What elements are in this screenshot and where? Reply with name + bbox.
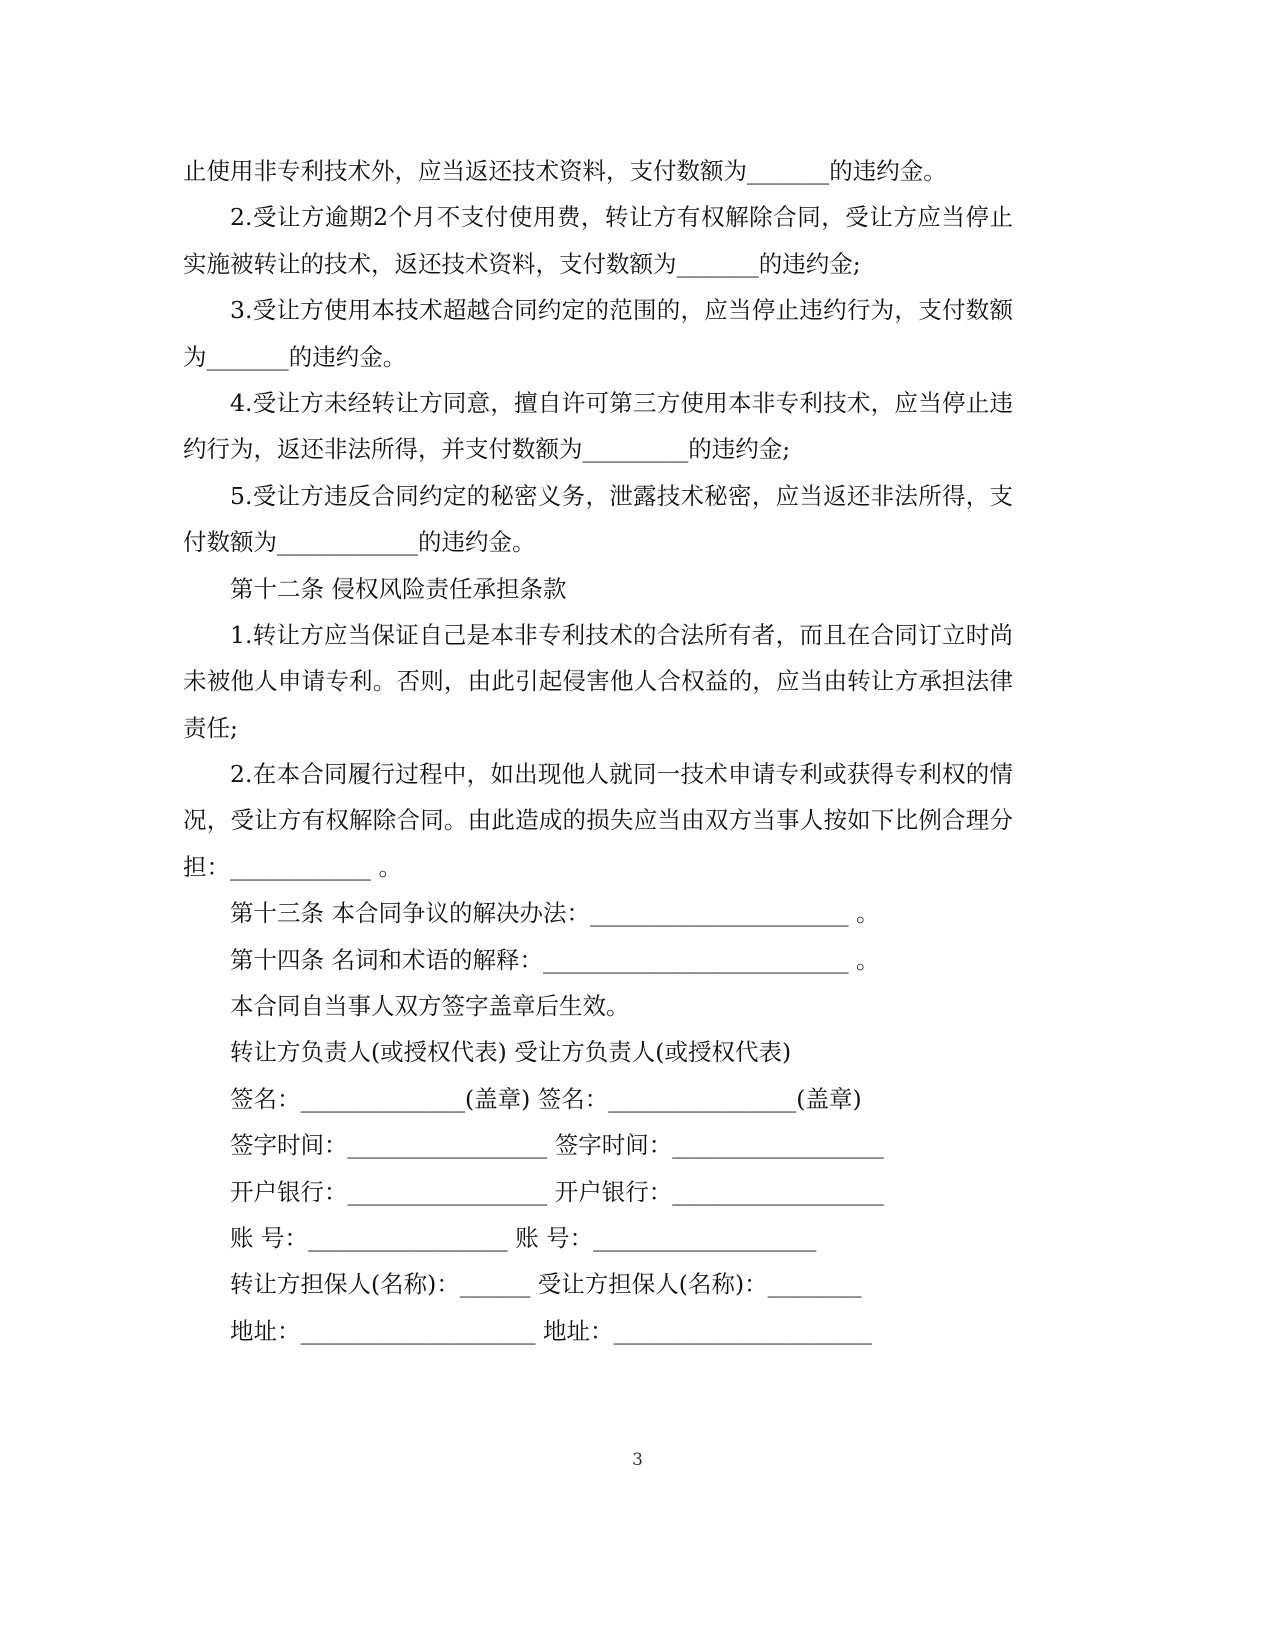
text-line: 第十四条 名词和术语的解释：__________________________ 。	[230, 945, 880, 974]
text-line: 本合同自当事人双方签字盖章后生效。	[230, 992, 630, 1021]
text-line: 开户银行：_________________ 开户银行：__________________	[230, 1177, 884, 1206]
text-line: 止使用非专利技术外，应当返还技术资料，支付数额为_______的违约金。	[183, 157, 947, 185]
text-line: 转让方负责人(或授权代表) 受让方负责人(或授权代表)	[230, 1038, 792, 1067]
text-line: 1.转让方应当保证自己是本非专利技术的合法所有者，而且在合同订立时尚	[230, 620, 1013, 649]
text-line: 签名：______________(盖章) 签名：________________(盖章)	[230, 1084, 862, 1113]
text-line: 3.受让方使用本技术超越合同约定的范围的，应当停止违约行为，支付数额	[230, 296, 1013, 325]
text-line: 责任;	[183, 713, 238, 742]
text-line: 2.在本合同履行过程中，如出现他人就同一技术申请专利或获得专利权的情	[230, 760, 1013, 789]
text-line: 第十二条 侵权风险责任承担条款	[230, 574, 567, 603]
text-line: 2.受让方逾期2个月不支付使用费，转让方有权解除合同，受让方应当停止	[230, 203, 1013, 232]
text-line: 转让方担保人(名称)：______ 受让方担保人(名称)：________	[230, 1270, 862, 1299]
text-line: 第十三条 本合同争议的解决办法：______________________ 。	[230, 899, 880, 928]
text-line: 实施被转让的技术，返还技术资料，支付数额为_______的违约金;	[183, 249, 861, 278]
text-line: 账 号：_________________ 账 号：___________________	[230, 1223, 817, 1252]
text-line: 5.受让方违反合同约定的秘密义务，泄露技术秘密，应当返还非法所得，支	[230, 481, 1013, 510]
text-line: 为_______的违约金。	[183, 342, 407, 371]
text-line: 签字时间：_________________ 签字时间：__________________	[230, 1131, 884, 1160]
text-line: 未被他人申请专利。否则，由此引起侵害他人合权益的，应当由转让方承担法律	[183, 667, 1013, 696]
text-line: 付数额为____________的违约金。	[183, 528, 536, 557]
text-line: 地址：____________________ 地址：______________________	[230, 1316, 872, 1345]
document-body	[183, 148, 1013, 1354]
text-line: 况，受让方有权解除合同。由此造成的损失应当由双方当事人按如下比例合理分	[183, 806, 1013, 835]
page-number: 3	[632, 1450, 643, 1470]
text-line: 约行为，返还非法所得，并支付数额为_________的违约金;	[183, 435, 791, 464]
text-line: 担：____________ 。	[183, 852, 402, 881]
text-line: 4.受让方未经转让方同意，擅自许可第三方使用本非专利技术，应当停止违	[230, 388, 1013, 417]
